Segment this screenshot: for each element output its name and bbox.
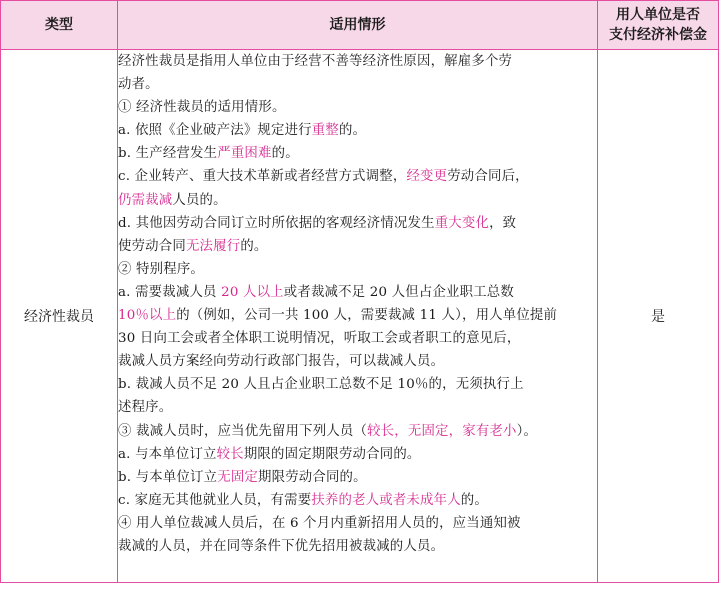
highlight-text: 仍需裁减 bbox=[118, 192, 173, 208]
text-line bbox=[118, 258, 597, 281]
text-line bbox=[118, 443, 597, 466]
highlight-text: 较长，无固定，家有老小 bbox=[367, 423, 517, 439]
highlight-text: 20 人以上 bbox=[221, 284, 284, 300]
plain-text: 裁减人员方案经向劳动行政部门报告，可以裁减人员。 bbox=[118, 354, 445, 370]
highlight-text: 严重困难 bbox=[217, 146, 272, 162]
highlight-text: 重大变化 bbox=[434, 215, 490, 231]
plain-text: ）。 bbox=[516, 423, 538, 439]
plain-text: ③ 裁减人员时，应当优先留用下列人员（ bbox=[118, 423, 368, 439]
text-line bbox=[118, 50, 597, 73]
plain-text: a. 与本单位订立 bbox=[118, 446, 217, 462]
plain-text: ① 经济性裁员的适用情形。 bbox=[118, 100, 286, 116]
plain-text: 期限劳动合同的。 bbox=[258, 469, 367, 485]
text-line bbox=[118, 119, 597, 142]
plain-text: 使劳动合同 bbox=[118, 238, 186, 254]
text-line bbox=[118, 142, 597, 165]
header-payment-line1: 用人单位是否 bbox=[616, 7, 700, 23]
plain-text: 裁减的人员，并在同等条件下优先招用被裁减的人员。 bbox=[118, 538, 445, 554]
plain-text: a. 依照《企业破产法》规定进行 bbox=[118, 123, 312, 139]
plain-text: 的。 bbox=[271, 146, 299, 162]
payment-cell: 是 bbox=[598, 50, 719, 583]
situation-text bbox=[118, 50, 597, 558]
text-line bbox=[118, 512, 597, 535]
plain-text: b. 生产经营发生 bbox=[118, 146, 218, 162]
plain-text: 的。 bbox=[460, 492, 488, 508]
text-line bbox=[118, 535, 597, 558]
plain-text: 期限的固定期限劳动合同的。 bbox=[243, 446, 421, 462]
plain-text: 经济性裁员是指用人单位由于经营不善等经济性原因，解雇多个劳 bbox=[118, 54, 513, 69]
text-line bbox=[118, 466, 597, 489]
header-row bbox=[1, 1, 719, 50]
text-line bbox=[118, 327, 597, 350]
plain-text: 述程序。 bbox=[118, 400, 173, 416]
plain-text: a. 需要裁减人员 bbox=[118, 284, 222, 300]
highlight-text: 无固定 bbox=[217, 469, 259, 485]
plain-text: 的。 bbox=[338, 123, 367, 139]
plain-text: 的。 bbox=[240, 238, 268, 254]
type-cell: 经济性裁员 bbox=[1, 50, 118, 583]
plain-text: b. 与本单位订立 bbox=[118, 469, 218, 485]
plain-text: 劳动合同后， bbox=[447, 169, 529, 185]
plain-text: 的（例如，公司一共 100 人，需要裁减 11 人），用人单位提前 bbox=[176, 308, 558, 324]
highlight-text: 经变更 bbox=[406, 169, 448, 185]
highlight-text: 10％以上 bbox=[118, 308, 177, 324]
plain-text: ④ 用人单位裁减人员后，在 6 个月内重新招用人员的，应当通知被 bbox=[118, 515, 521, 531]
text-line bbox=[118, 73, 597, 96]
plain-text: 人员的。 bbox=[172, 192, 227, 208]
highlight-text: 无法履行 bbox=[185, 238, 241, 254]
text-line bbox=[118, 189, 597, 212]
plain-text: 动者。 bbox=[118, 77, 159, 93]
table-row bbox=[1, 50, 719, 583]
plain-text: 或者裁减不足 20 人但占企业职工总数 bbox=[283, 284, 514, 300]
text-line bbox=[118, 396, 597, 419]
text-line bbox=[118, 212, 597, 235]
text-line bbox=[118, 489, 597, 512]
text-line bbox=[118, 235, 597, 258]
header-situation: 适用情形 bbox=[118, 1, 598, 50]
text-line bbox=[118, 281, 597, 304]
text-line bbox=[118, 420, 597, 443]
plain-text: ，致 bbox=[489, 215, 517, 231]
situation-cell bbox=[118, 50, 598, 583]
plain-text: c. 企业转产、重大技术革新或者经营方式调整， bbox=[118, 169, 407, 185]
highlight-text: 较长 bbox=[216, 446, 244, 462]
highlight-text: 重整 bbox=[311, 123, 339, 139]
header-type: 类型 bbox=[1, 1, 118, 50]
header-payment bbox=[598, 1, 719, 50]
highlight-text: 扶养的老人或者未成年人 bbox=[311, 492, 461, 508]
plain-text: b. 裁减人员不足 20 人且占企业职工总数不足 10％的，无须执行上 bbox=[118, 377, 524, 393]
text-line bbox=[118, 304, 597, 327]
plain-text: ② 特别程序。 bbox=[118, 261, 204, 277]
text-line bbox=[118, 350, 597, 373]
plain-text: 30 日向工会或者全体职工说明情况，听取工会或者职工的意见后， bbox=[118, 331, 521, 347]
text-line bbox=[118, 165, 597, 188]
plain-text: d. 其他因劳动合同订立时所依据的客观经济情况发生 bbox=[118, 215, 435, 231]
header-payment-line2: 支付经济补偿金 bbox=[609, 27, 707, 43]
plain-text: c. 家庭无其他就业人员，有需要 bbox=[118, 492, 312, 508]
text-line bbox=[118, 373, 597, 396]
text-line bbox=[118, 96, 597, 119]
